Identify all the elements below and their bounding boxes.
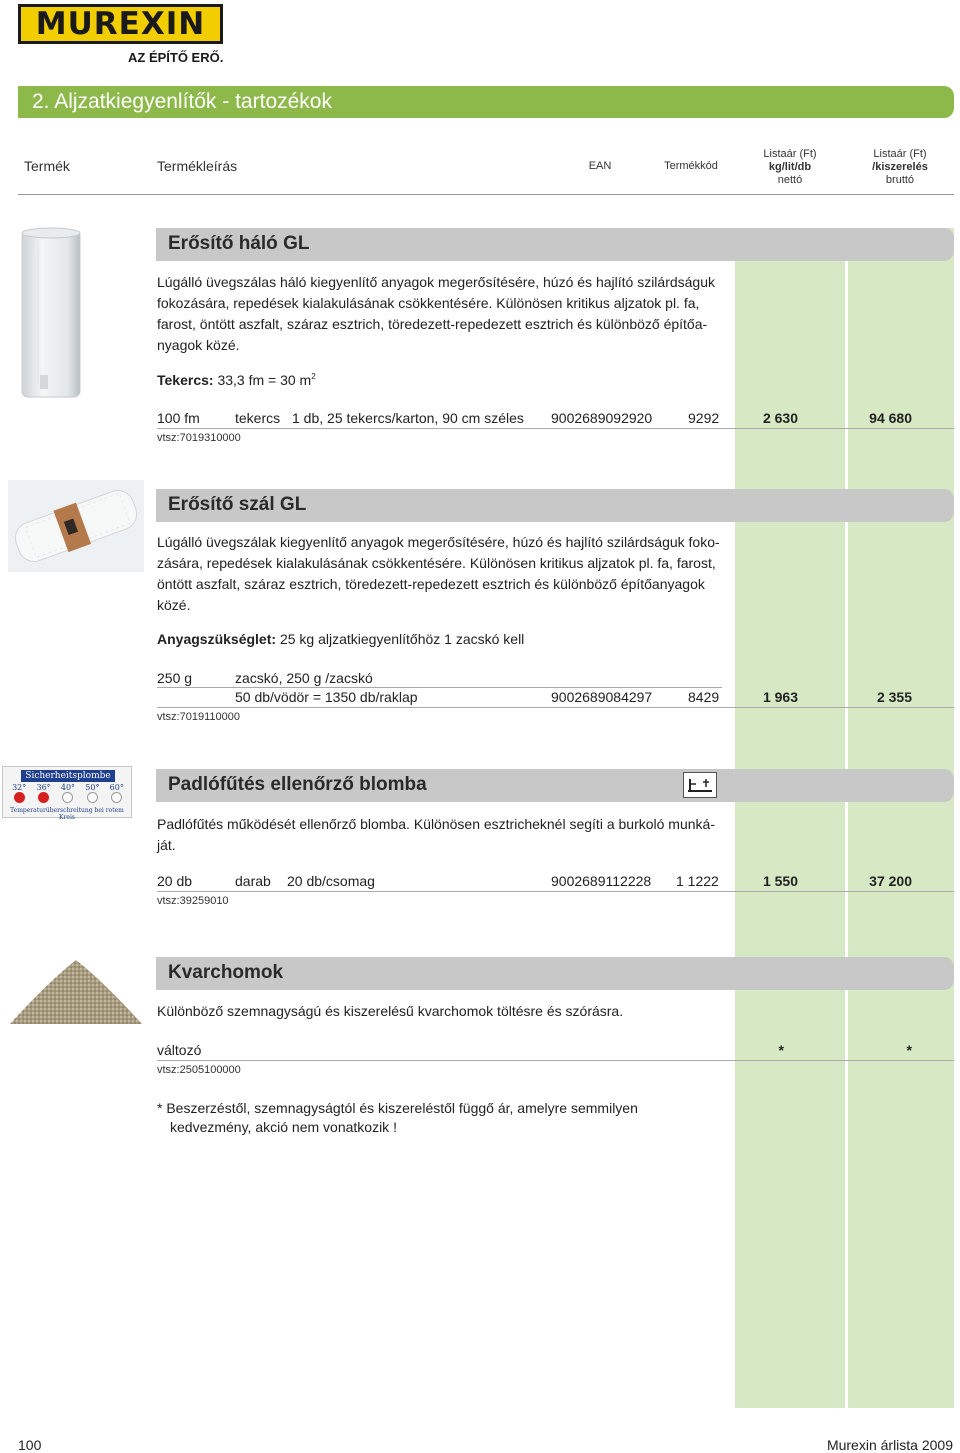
product-title-bar <box>156 489 954 522</box>
product-description <box>157 1001 722 1022</box>
material-requirement-value: 25 kg aljzatkiegyenlítőhöz 1 zacskó kell <box>279 631 525 647</box>
qty: 100 fm <box>157 410 200 426</box>
net-price: 2 630 <box>762 410 798 426</box>
footnote-line2: kedvezmény, akció nem vonatkozik ! <box>170 1119 397 1135</box>
net-price: 1 963 <box>762 689 798 705</box>
description-line: öntött aszfalt, száraz esztrich, töredezett-repedezett esztrich és különböző építőanyagok <box>157 576 705 592</box>
vtsz-code: vtsz:7019310000 <box>157 432 241 444</box>
seal-temp: 50° <box>85 783 99 807</box>
net-price-column <box>735 228 845 1408</box>
header-gross-line1: Listaár (Ft) <box>873 148 927 160</box>
product-title: Erősítő háló GL <box>168 233 310 254</box>
description-line: Lúgálló üvegszálas háló kiegyenlítő anyagok megerősítésére, húzó és hajlító szilárdságuk <box>157 274 716 290</box>
description-line: nyagok közé. <box>157 337 240 353</box>
seal-temp: 36° <box>36 783 50 807</box>
material-requirement-label: Anyagszükséglet: <box>157 631 277 647</box>
safety-seal-image <box>2 766 132 821</box>
header-product: Termék <box>24 158 70 174</box>
header-code: Termékkód <box>664 160 718 172</box>
seal-temp: 32° <box>12 783 26 807</box>
seal-temp: 40° <box>61 783 75 807</box>
roll-spec-sup: 2 <box>311 372 316 381</box>
brand-logo <box>18 4 223 44</box>
vtsz-code: vtsz:2505100000 <box>157 1064 241 1076</box>
unit: tekercs <box>235 410 281 426</box>
description-line: zására, repedések kialakulásának csökkentésére. Különösen kritikus aljzatok pl. fa, farost, <box>157 555 716 571</box>
product-description <box>157 532 722 616</box>
qty: 250 g <box>157 670 193 686</box>
product-description <box>157 814 722 856</box>
qty: 20 db <box>157 873 193 889</box>
packaging-line2: 50 db/vödör = 1350 db/raklap <box>235 689 418 705</box>
header-ean: EAN <box>588 160 612 172</box>
ean-code: 9002689084297 <box>551 689 653 705</box>
mesh-roll-image <box>16 225 86 401</box>
product-code: 8429 <box>688 689 720 705</box>
roll-spec <box>157 372 316 388</box>
product-title: Padlófűtés ellenőrző blomba <box>168 774 427 795</box>
description-line: Lúgálló üvegszálak kiegyenlítő anyagok megerősítésére, húzó és hajlító szilárdságuk foko- <box>157 534 720 550</box>
description-line: fokozására, repedések kialakulásának csökkentésére. Különösen kritikus aljzatok pl. fa, <box>157 295 700 311</box>
description-line: Padlófűtés működését ellenőrző blomba. Különösen esztricheknél segíti a burkoló munká- <box>157 816 715 832</box>
catalog-title: Murexin árlista 2009 <box>826 1437 953 1453</box>
section-header <box>18 86 954 118</box>
header-description: Termékleírás <box>157 158 238 174</box>
page-number: 100 <box>18 1437 42 1453</box>
gross-price-column <box>848 228 954 1408</box>
row-divider <box>157 687 722 688</box>
header-net-line1: Listaár (Ft) <box>763 148 817 160</box>
gross-price: 94 680 <box>869 410 912 426</box>
net-price: 1 550 <box>762 873 798 889</box>
gross-price: * <box>906 1042 912 1058</box>
product-title-bar <box>156 957 954 990</box>
net-price: * <box>778 1042 784 1058</box>
header-net-line2: kg/lit/db <box>768 161 812 173</box>
packaging-line1: zacskó, 250 g /zacskó <box>235 670 373 686</box>
gross-price: 37 200 <box>869 873 912 889</box>
packaging: 1 db, 25 tekercs/karton, 90 cm széles <box>292 410 524 426</box>
description-line: közé. <box>157 597 191 613</box>
seal-heading: Sicherheitsplombe <box>21 770 115 782</box>
product-code: 9292 <box>688 410 720 426</box>
seal-temp: 60° <box>110 783 124 807</box>
seal-temps <box>7 783 129 807</box>
seal-caption: Temperaturüberschreitung bei rotem Kreis <box>10 807 124 821</box>
header-divider <box>18 194 954 195</box>
gross-price: 2 355 <box>876 689 912 705</box>
brand-tagline: AZ ÉPÍTŐ ERŐ. <box>128 50 224 65</box>
fiber-bag-image <box>8 480 144 572</box>
header-net-line3: nettó <box>777 174 803 186</box>
vtsz-code: vtsz:7019110000 <box>157 711 240 723</box>
header-gross-line3: bruttó <box>885 174 915 186</box>
qty: változó <box>157 1042 202 1058</box>
row-divider <box>157 707 954 708</box>
product-title: Kvarchomok <box>168 962 284 983</box>
roll-spec-value: 33,3 fm = 30 m <box>217 372 312 388</box>
roll-spec-label: Tekercs: <box>157 372 214 388</box>
brand-logo-text: MUREXIN <box>35 6 206 42</box>
description-line: Különböző szemnagyságú és kiszerelésű kvarchomok töltésre és szórásra. <box>157 1003 624 1019</box>
footnote-line1: * Beszerzéstől, szemnagyságtól és kiszereléstől függő ár, amelyre semmilyen <box>157 1100 638 1116</box>
packaging: 20 db/csomag <box>287 873 375 889</box>
row-divider <box>157 428 954 429</box>
ean-code: 9002689092920 <box>551 410 653 426</box>
header-gross-line2: /kiszerelés <box>872 161 928 173</box>
product-description <box>157 272 722 356</box>
quartz-sand-image <box>8 952 144 1026</box>
floor-heating-icon <box>683 772 717 798</box>
header-net-price <box>745 148 835 187</box>
product-title-bar <box>156 228 954 261</box>
unit: darab <box>235 873 271 889</box>
material-requirement <box>157 631 524 647</box>
product-title: Erősítő szál GL <box>168 494 307 515</box>
product-title-bar <box>156 769 954 802</box>
description-line: ját. <box>157 837 176 853</box>
product-code: 1 1222 <box>676 873 719 889</box>
section-title: 2. Aljzatkiegyenlítők - tartozékok <box>32 90 332 113</box>
ean-code: 9002689112228 <box>551 873 652 889</box>
row-divider <box>157 1060 954 1061</box>
header-gross-price <box>855 148 945 187</box>
description-line: farost, öntött aszfalt, száraz esztrich, töredezett-repedezett esztrich és különböző építőa- <box>157 316 708 332</box>
vtsz-code: vtsz:39259010 <box>157 895 229 907</box>
row-divider <box>157 891 954 892</box>
